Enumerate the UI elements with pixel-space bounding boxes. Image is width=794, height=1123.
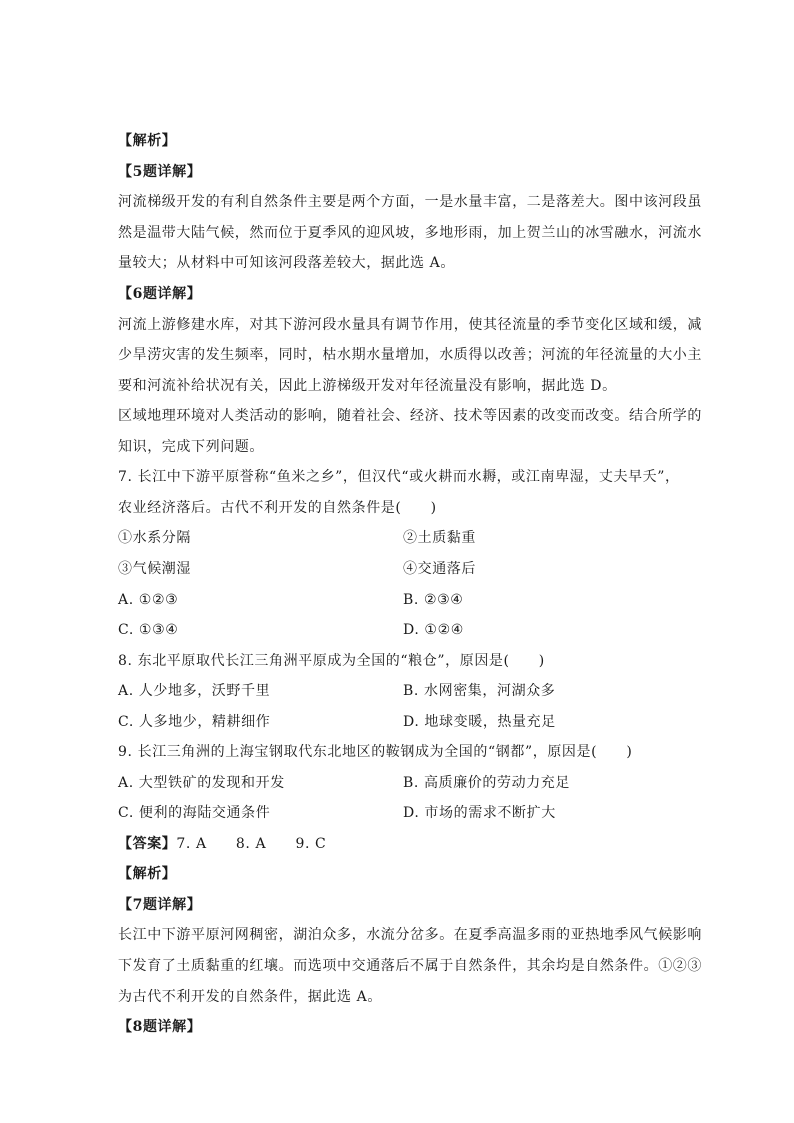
q7-text-line: 为古代不利开发的自然条件，据此选 A。	[118, 989, 382, 1005]
q7-stem-line: 农业经济落后。古代不利开发的自然条件是( )	[118, 500, 437, 516]
q9-stem: 9. 长江三角洲的上海宝钢取代东北地区的鞍钢成为全国的“钢都”，原因是( )	[118, 744, 633, 760]
q6-text-line: 要和河流补给状况有关，因此上游梯级开发对年径流量没有影响，据此选 D。	[118, 378, 617, 394]
q8-option-a: A. 人少地多，沃野千里	[118, 683, 271, 699]
q7-stem-line: 7. 长江中下游平原誉称“鱼米之乡”，但汉代“或火耕而水耨，或江南卑湿，丈夫早夭”，	[118, 469, 680, 485]
q9-option-d: D. 市场的需求不断扩大	[403, 805, 556, 821]
q7-item: ①水系分隔	[118, 530, 191, 546]
q7-detail-heading: 【7题详解】	[118, 897, 202, 913]
intro-text-line: 知识，完成下列问题。	[118, 439, 264, 455]
q6-text-line: 河流上游修建水库，对其下游河段水量具有调节作用，使其径流量的季节变化区域和缓，减	[118, 317, 702, 333]
analysis-heading: 【解析】	[118, 133, 177, 149]
q9-option-b: B. 高质廉价的劳动力充足	[403, 775, 570, 791]
q5-text-line: 然是温带大陆气候，然而位于夏季风的迎风坡，多地形雨，加上贺兰山的冰雪融水，河流水	[118, 225, 702, 241]
analysis-heading: 【解析】	[118, 866, 177, 882]
q7-option-b: B. ②③④	[403, 592, 464, 608]
q6-text-line: 少旱涝灾害的发生频率，同时，枯水期水量增加，水质得以改善；河流的年径流量的大小主	[118, 347, 702, 363]
q7-text-line: 下发育了土质黏重的红壤。而选项中交通落后不属于自然条件，其余均是自然条件。①②③	[118, 958, 702, 974]
q5-text-line: 河流梯级开发的有利自然条件主要是两个方面，一是水量丰富，二是落差大。图中该河段虽	[118, 194, 702, 210]
q7-item: ④交通落后	[403, 561, 476, 577]
intro-text-line: 区域地理环境对人类活动的影响，随着社会、经济、技术等因素的改变而改变。结合所学的	[118, 408, 702, 424]
q6-detail-heading: 【6题详解】	[118, 286, 202, 302]
q8-stem: 8. 东北平原取代长江三角洲平原成为全国的“粮仓”，原因是( )	[118, 653, 545, 669]
q7-item: ②土质黏重	[403, 530, 476, 546]
q9-option-c: C. 便利的海陆交通条件	[118, 805, 271, 821]
answer-values: 7. A 8. A 9. C	[176, 836, 327, 852]
q8-option-b: B. 水网密集，河湖众多	[403, 683, 556, 699]
q8-option-d: D. 地球变暖，热量充足	[403, 714, 556, 730]
answer-line	[118, 834, 326, 854]
q7-option-c: C. ①③④	[118, 622, 179, 638]
q7-text-line: 长江中下游平原河网稠密，湖泊众多，水流分岔多。在夏季高温多雨的亚热地季风气候影响	[118, 927, 702, 943]
q7-option-d: D. ①②④	[403, 622, 464, 638]
q5-text-line: 量较大；从材料中可知该河段落差较大，据此选 A。	[118, 255, 455, 271]
answer-label: 【答案】	[118, 836, 177, 852]
q7-option-a: A. ①②③	[118, 592, 179, 608]
q9-option-a: A. 大型铁矿的发现和开发	[118, 775, 285, 791]
q7-item: ③气候潮湿	[118, 561, 191, 577]
q5-detail-heading: 【5题详解】	[118, 164, 202, 180]
q8-detail-heading: 【8题详解】	[118, 1019, 202, 1035]
q8-option-c: C. 人多地少，精耕细作	[118, 714, 271, 730]
